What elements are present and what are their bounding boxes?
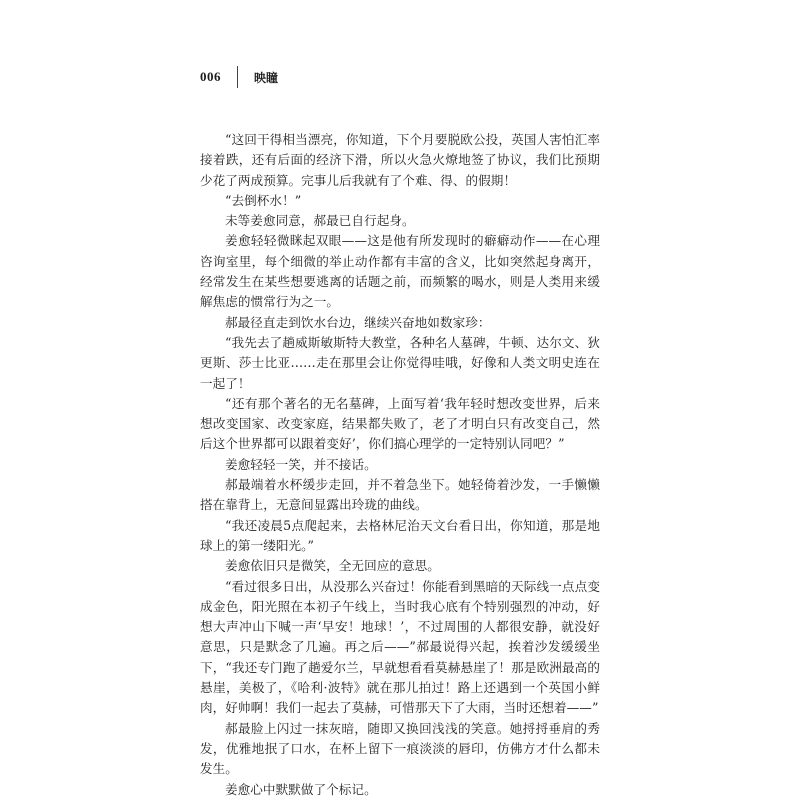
paragraph: 姜愈依旧只是微笑，全无回应的意思。 — [225, 558, 440, 574]
header-divider — [237, 66, 238, 88]
paragraph: 姜愈轻轻一笑，并不接话。 — [225, 456, 377, 472]
paragraph: “我先去了趟威斯敏斯特大教堂，各种名人墓碑，牛顿、达尔文、狄更斯、莎士比亚……走在那里会让你觉得哇哦，好像和人类文明史连在一起了！ — [200, 334, 600, 391]
paragraph: “还有那个著名的无名墓碑，上面写着‘我年轻时想改变世界，后来想改变国家、改变家庭，结果都失败了，老了才明白只有改变自己，然后这个世界都可以跟着变好’，你们搞心理学的一定特别认同吧？” — [200, 395, 600, 452]
paragraph: “我还凌晨5点爬起来，去格林尼治天文台看日出，你知道，那是地球上的第一缕阳光。” — [200, 517, 600, 553]
running-header — [200, 66, 278, 88]
book-title: 映瞳 — [254, 70, 279, 85]
page-number: 006 — [200, 69, 221, 84]
paragraph: 郝最端着水杯缓步走回，并不着急坐下。她轻倚着沙发，一手懒懒搭在靠背上，无意间显露出玲珑的曲线。 — [200, 477, 600, 513]
paragraph: “这回干得相当漂亮，你知道，下个月要脱欧公投，英国人害怕汇率接着跌，还有后面的经济下滑，所以火急火燎地签了协议，我们比预期少花了两成预算。完事儿后我就有了个难、得、的假期！ — [200, 132, 600, 188]
paragraph: 郝最径直走到饮水台边，继续兴奋地如数家珍： — [225, 314, 491, 330]
paragraph: 郝最脸上闪过一抹灰暗，随即又换回浅浅的笑意。她捋捋垂肩的秀发，优雅地抿了口水，在杯上留下一痕淡淡的唇印，仿佛方才什么都未发生。 — [200, 720, 600, 777]
paragraph: 姜愈轻轻微眯起双眼——这是他有所发现时的癖癖动作——在心理咨询室里，每个细微的举止动作都有丰富的含义，比如突然起身离开，经常发生在某些想要逃离的话题之前，而频繁的喝水，则是人类用来缓解焦虑的惯常行为之一。 — [200, 233, 600, 310]
paragraph: “去倒杯水！” — [225, 192, 302, 208]
paragraph: 姜愈心中默默做了个标记。 — [225, 781, 377, 797]
paragraph: “看过很多日出，从没那么兴奋过！你能看到黑暗的天际线一点点变成金色，阳光照在本初子午线上，当时我心底有个特别强烈的冲动，好想大声冲山下喊一声‘早安！地球！’，不过周围的人都很安静，就没好意思，只是默念了几遍。再之后——”郝最说得兴起，挨着沙发缓缓坐下，“我还专门跑了趟爱尔兰，早就想看看莫赫悬崖了！那是欧洲最高的悬崖，美极了，《哈利·波特》就在那儿拍过！路上还遇到一个英国小鲜肉，好帅啊！我们一起去了莫赫，可惜那天下了大雨，当时还想着——” — [200, 578, 600, 716]
paragraph: 未等姜愈同意，郝最已自行起身。 — [225, 213, 415, 229]
body-text — [200, 130, 600, 800]
